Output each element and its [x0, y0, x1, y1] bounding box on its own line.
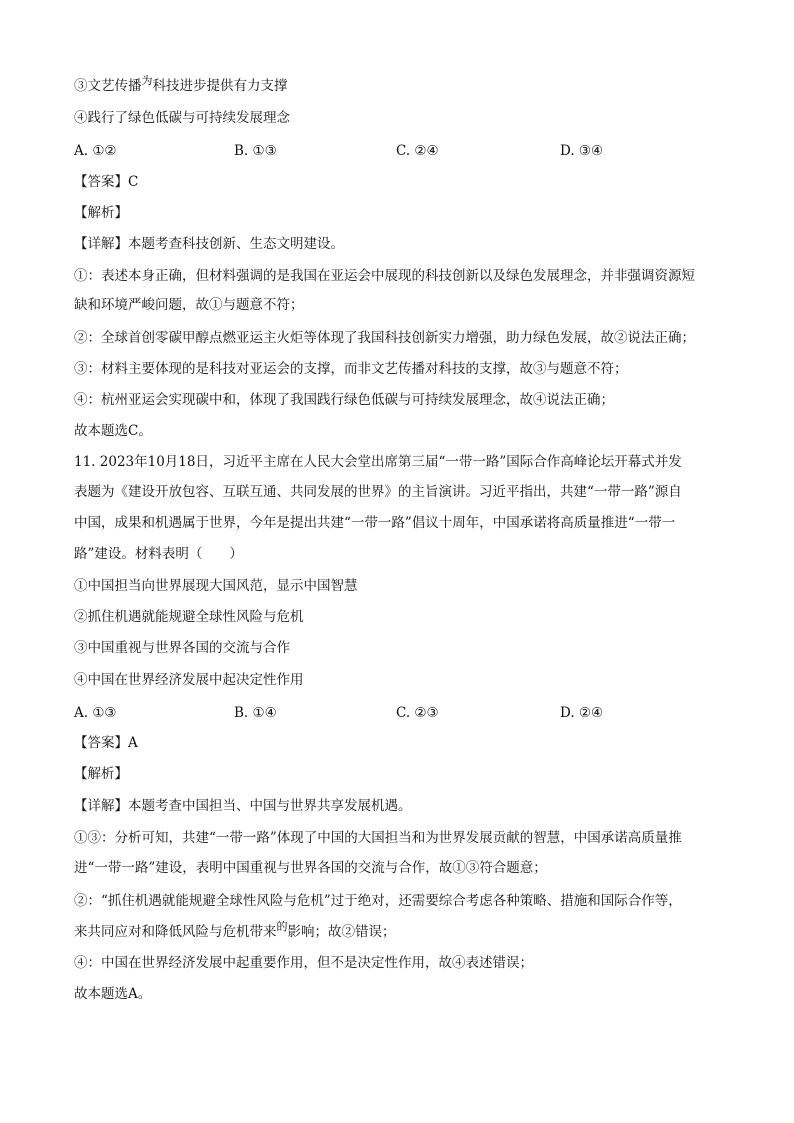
q11-stem-line4: 路”建设。材料表明（ ） — [74, 546, 243, 562]
q11-statement-2: ②抓住机遇就能规避全球性风险与危机 — [74, 609, 304, 625]
q11-answer: 【答案】A — [74, 735, 138, 751]
q11-explain-2-line2-post: 影响；故②错误； — [287, 924, 396, 940]
q11-option-b: B. ①④ — [234, 705, 277, 721]
q11-explain-2-line2-sup: 的 — [276, 920, 288, 933]
q10-explain-1-line1: ①：表述本身正确，但材料强调的是我国在亚运会中展现的科技创新以及绿色发展理念，并非强调资源短 — [74, 268, 695, 284]
q10-explain-2: ②：全球首创零碳甲醇点燃亚运主火炬等体现了我国科技创新实力增强，助力绿色发展，故②说法正确； — [74, 330, 695, 346]
q10-options — [74, 141, 724, 161]
q11-analysis-title: 【解析】 — [74, 766, 128, 782]
q11-explain-13-line2: 进“一带一路”建设，表明中国重视与世界各国的交流与合作，故①③符合题意； — [74, 860, 547, 876]
q10-detail: 【详解】本题考查科技创新、生态文明建设。 — [74, 236, 344, 252]
q11-option-c: C. ②③ — [396, 705, 439, 721]
q11-options — [74, 703, 724, 723]
q11-explain-2-line2 — [74, 922, 724, 943]
q10-conclusion: 故本题选C。 — [74, 423, 152, 439]
q10-statement-3-post: 科技进步提供有力支撑 — [152, 78, 288, 94]
q11-statement-1: ①中国担当向世界展现大国风范，显示中国智慧 — [74, 578, 358, 594]
q10-explain-1-line2: 缺和环境严峻问题，故①与题意不符； — [74, 297, 304, 313]
q10-option-c: C. ②④ — [396, 143, 439, 159]
q10-statement-3-pre: ③文艺传播 — [74, 78, 142, 94]
q11-explain-4: ④：中国在世界经济发展中起重要作用，但不是决定性作用，故④表述错误； — [74, 955, 533, 971]
q10-statement-4: ④践行了绿色低碳与可持续发展理念 — [74, 110, 290, 126]
q11-explain-2-line2-pre: 来共同应对和降低风险与危机带来 — [74, 924, 277, 940]
q11-detail: 【详解】本题考查中国担当、中国与世界共享发展机遇。 — [74, 798, 412, 814]
q11-conclusion: 故本题选A。 — [74, 986, 152, 1002]
q11-option-d: D. ②④ — [560, 705, 604, 721]
q10-answer: 【答案】C — [74, 174, 139, 190]
q10-explain-4: ④：杭州亚运会实现碳中和，体现了我国践行绿色低碳与可持续发展理念，故④说法正确； — [74, 392, 614, 408]
q10-explain-3: ③：材料主要体现的是科技对亚运会的支撑，而非文艺传播对科技的支撑，故③与题意不符； — [74, 361, 628, 377]
q10-option-d: D. ③④ — [560, 143, 604, 159]
q10-statement-3 — [74, 76, 724, 97]
q11-explain-2-line1: ②：“抓住机遇就能规避全球性风险与危机”过于绝对，还需要综合考虑各种策略、措施和国际合作等， — [74, 893, 682, 909]
q11-statement-3: ③中国重视与世界各国的交流与合作 — [74, 640, 290, 656]
q11-stem-line1: 11. 2023年10月18日，习近平主席在人民大会堂出席第三届“一带一路”国际合作高峰论坛开幕式并发 — [74, 454, 682, 470]
q11-statement-4: ④中国在世界经济发展中起决定性作用 — [74, 672, 304, 688]
q10-option-a: A. ①② — [74, 143, 117, 159]
q11-stem-line2: 表题为《建设开放包容、互联互通、共同发展的世界》的主旨演讲。习近平指出，共建“一带一路”源自 — [74, 484, 682, 500]
q10-option-b: B. ①③ — [234, 143, 277, 159]
q11-option-a: A. ①③ — [74, 705, 117, 721]
q10-analysis-title: 【解析】 — [74, 205, 128, 221]
q11-stem-line3: 中国，成果和机遇属于世界，今年是提出共建“一带一路”倡议十周年，中国承诺将高质量推进“一带一 — [74, 515, 676, 531]
q10-statement-3-sup: 为 — [141, 74, 153, 87]
q11-explain-13-line1: ①③：分析可知，共建“一带一路”体现了中国的大国担当和为世界发展贡献的智慧，中国承诺高质量推 — [74, 830, 682, 846]
